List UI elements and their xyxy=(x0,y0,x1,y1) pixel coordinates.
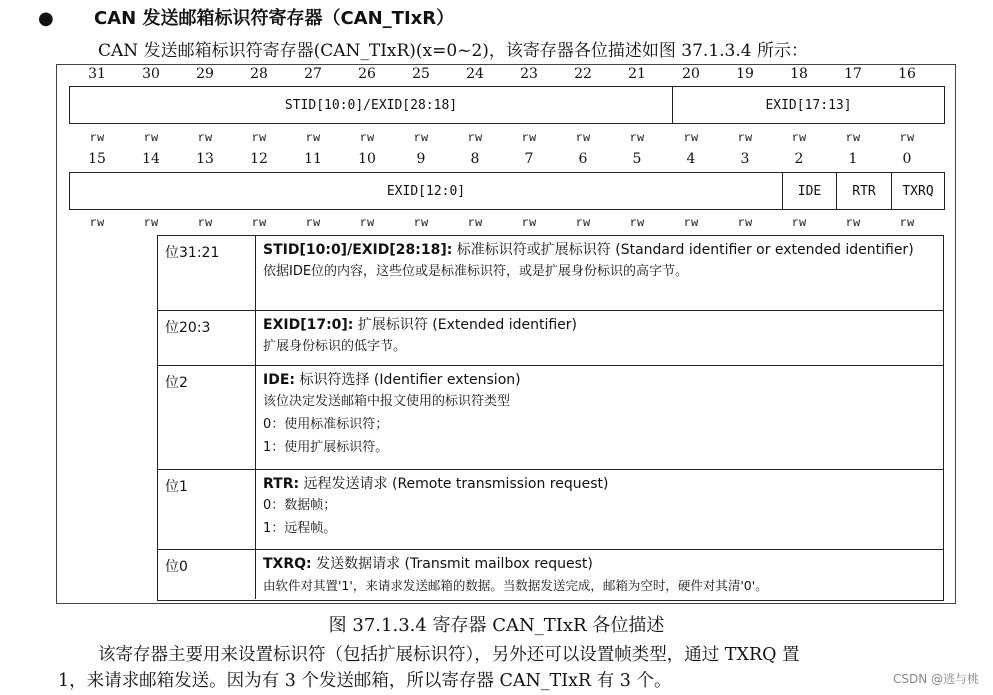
description-line: 0：数据帧； xyxy=(263,498,337,513)
field-name: TXRQ: xyxy=(263,556,312,572)
field-summary: 发送数据请求 (Transmit mailbox request) xyxy=(311,556,593,572)
bit-number: 26 xyxy=(358,66,376,82)
bit-number: 2 xyxy=(794,151,804,167)
section-title: CAN 发送邮箱标识符寄存器（CAN_TIxR） xyxy=(94,8,455,29)
access-label: rw xyxy=(845,131,861,145)
access-label: rw xyxy=(305,216,321,230)
bit-number: 16 xyxy=(898,66,916,82)
field-summary: 标识符选择 (Identifier extension) xyxy=(295,372,521,388)
bit-number: 27 xyxy=(304,66,322,82)
description-text xyxy=(256,470,943,549)
access-label: rw xyxy=(521,131,537,145)
csdn-watermark: CSDN @逃与桃 xyxy=(892,672,979,686)
description-line: 0：使用标准标识符； xyxy=(263,417,389,432)
register-row-low xyxy=(69,172,945,210)
bit-number: 28 xyxy=(250,66,268,82)
bit-number: 11 xyxy=(304,151,322,167)
description-line: 由软件对其置'1'，来请求发送邮箱的数据。当数据发送完成，邮箱为空时，硬件对其清'0'。 xyxy=(263,578,768,593)
bit-number: 8 xyxy=(470,151,480,167)
access-label: rw xyxy=(251,131,267,145)
access-label: rw xyxy=(737,216,753,230)
access-label: rw xyxy=(629,131,645,145)
description-bit-range: 位20:3 xyxy=(158,311,256,365)
description-row xyxy=(158,549,943,599)
access-label: rw xyxy=(899,131,915,145)
field-summary: 远程发送请求 (Remote transmission request) xyxy=(299,476,609,492)
top-access-row xyxy=(70,131,934,145)
top-bit-numbers xyxy=(70,66,934,82)
access-label: rw xyxy=(629,216,645,230)
field-stid-exid-high: STID[10:0]/EXID[28:18] xyxy=(284,97,458,113)
bit-number: 14 xyxy=(142,151,160,167)
figure-caption: 图 37.1.3.4 寄存器 CAN_TIxR 各位描述 xyxy=(328,615,665,636)
description-bit-range: 位31:21 xyxy=(158,236,256,310)
bit-number: 25 xyxy=(412,66,430,82)
description-row xyxy=(158,365,943,469)
field-name: RTR: xyxy=(263,476,300,492)
bit-number: 18 xyxy=(790,66,808,82)
access-label: rw xyxy=(683,131,699,145)
field-name: EXID[17:0]: xyxy=(263,317,354,333)
access-label: rw xyxy=(413,216,429,230)
description-line: 依据IDE位的内容，这些位或是标准标识符，或是扩展身份标识的高字节。 xyxy=(263,264,689,279)
field-name: IDE: xyxy=(263,372,295,388)
access-label: rw xyxy=(251,216,267,230)
bit-number: 15 xyxy=(88,151,106,167)
bit-number: 6 xyxy=(578,151,588,167)
field-name: STID[10:0]/EXID[28:18]: xyxy=(263,242,453,258)
bit-number: 4 xyxy=(686,151,696,167)
access-label: rw xyxy=(89,216,105,230)
bit-description-table xyxy=(157,235,944,601)
field-rtr: RTR xyxy=(836,173,891,209)
description-row xyxy=(158,236,943,310)
register-row-high xyxy=(69,86,945,124)
field-summary: 扩展标识符 (Extended identifier) xyxy=(353,317,578,333)
description-line: 扩展身份标识的低字节。 xyxy=(263,339,407,354)
access-label: rw xyxy=(575,216,591,230)
description-text xyxy=(256,311,943,365)
bit-number: 30 xyxy=(142,66,160,82)
access-label: rw xyxy=(521,216,537,230)
field-exid-17-13: EXID[17:13] xyxy=(672,87,944,123)
bit-number: 20 xyxy=(682,66,700,82)
bit-number: 5 xyxy=(632,151,642,167)
bottom-bit-numbers xyxy=(70,151,934,167)
access-label: rw xyxy=(359,216,375,230)
access-label: rw xyxy=(143,131,159,145)
bit-number: 19 xyxy=(736,66,754,82)
access-label: rw xyxy=(305,131,321,145)
bit-number: 0 xyxy=(902,151,912,167)
description-line: 1：使用扩展标识符。 xyxy=(263,440,389,455)
bit-number: 24 xyxy=(466,66,484,82)
intro-text: CAN 发送邮箱标识符寄存器(CAN_TIxR)(x=0~2)，该寄存器各位描述如图 37.1.3.4 所示： xyxy=(98,41,808,61)
access-label: rw xyxy=(413,131,429,145)
access-label: rw xyxy=(683,216,699,230)
bit-number: 1 xyxy=(848,151,858,167)
access-label: rw xyxy=(791,131,807,145)
bit-number: 21 xyxy=(628,66,646,82)
access-label: rw xyxy=(467,131,483,145)
bottom-access-row xyxy=(70,216,934,230)
bullet-icon: ● xyxy=(38,8,54,29)
access-label: rw xyxy=(575,131,591,145)
access-label: rw xyxy=(845,216,861,230)
access-label: rw xyxy=(737,131,753,145)
field-summary: 标准标识符或扩展标识符 (Standard identifier or extended identifier) xyxy=(452,242,914,258)
description-bit-range: 位0 xyxy=(158,550,256,599)
access-label: rw xyxy=(467,216,483,230)
bit-number: 17 xyxy=(844,66,862,82)
access-label: rw xyxy=(791,216,807,230)
field-txrq: TXRQ xyxy=(891,173,944,209)
description-text xyxy=(256,550,943,599)
description-row xyxy=(158,469,943,549)
description-line: 该位决定发送邮箱中报文使用的标识符类型 xyxy=(263,394,511,409)
bit-number: 22 xyxy=(574,66,592,82)
description-line: 1：远程帧。 xyxy=(263,521,337,536)
bit-number: 12 xyxy=(250,151,268,167)
bit-number: 13 xyxy=(196,151,214,167)
description-text xyxy=(256,236,943,310)
body-paragraph-line-2: 1，来请求邮箱发送。因为有 3 个发送邮箱，所以寄存器 CAN_TIxR 有 3 个。 xyxy=(58,671,672,691)
description-text xyxy=(256,366,943,469)
field-exid-12-0: EXID[12:0] xyxy=(386,183,466,199)
bit-number: 31 xyxy=(88,66,106,82)
bit-number: 23 xyxy=(520,66,538,82)
access-label: rw xyxy=(143,216,159,230)
bit-number: 29 xyxy=(196,66,214,82)
access-label: rw xyxy=(197,216,213,230)
bit-number: 3 xyxy=(740,151,750,167)
bit-number: 10 xyxy=(358,151,376,167)
access-label: rw xyxy=(89,131,105,145)
access-label: rw xyxy=(899,216,915,230)
description-bit-range: 位1 xyxy=(158,470,256,549)
bit-number: 7 xyxy=(524,151,534,167)
field-ide: IDE xyxy=(782,173,836,209)
body-paragraph-line-1: 该寄存器主要用来设置标识符（包括扩展标识符），另外还可以设置帧类型，通过 TXRQ 置 xyxy=(98,645,800,665)
access-label: rw xyxy=(197,131,213,145)
description-row xyxy=(158,310,943,365)
access-label: rw xyxy=(359,131,375,145)
bit-number: 9 xyxy=(416,151,426,167)
section-heading xyxy=(38,4,454,30)
description-bit-range: 位2 xyxy=(158,366,256,469)
